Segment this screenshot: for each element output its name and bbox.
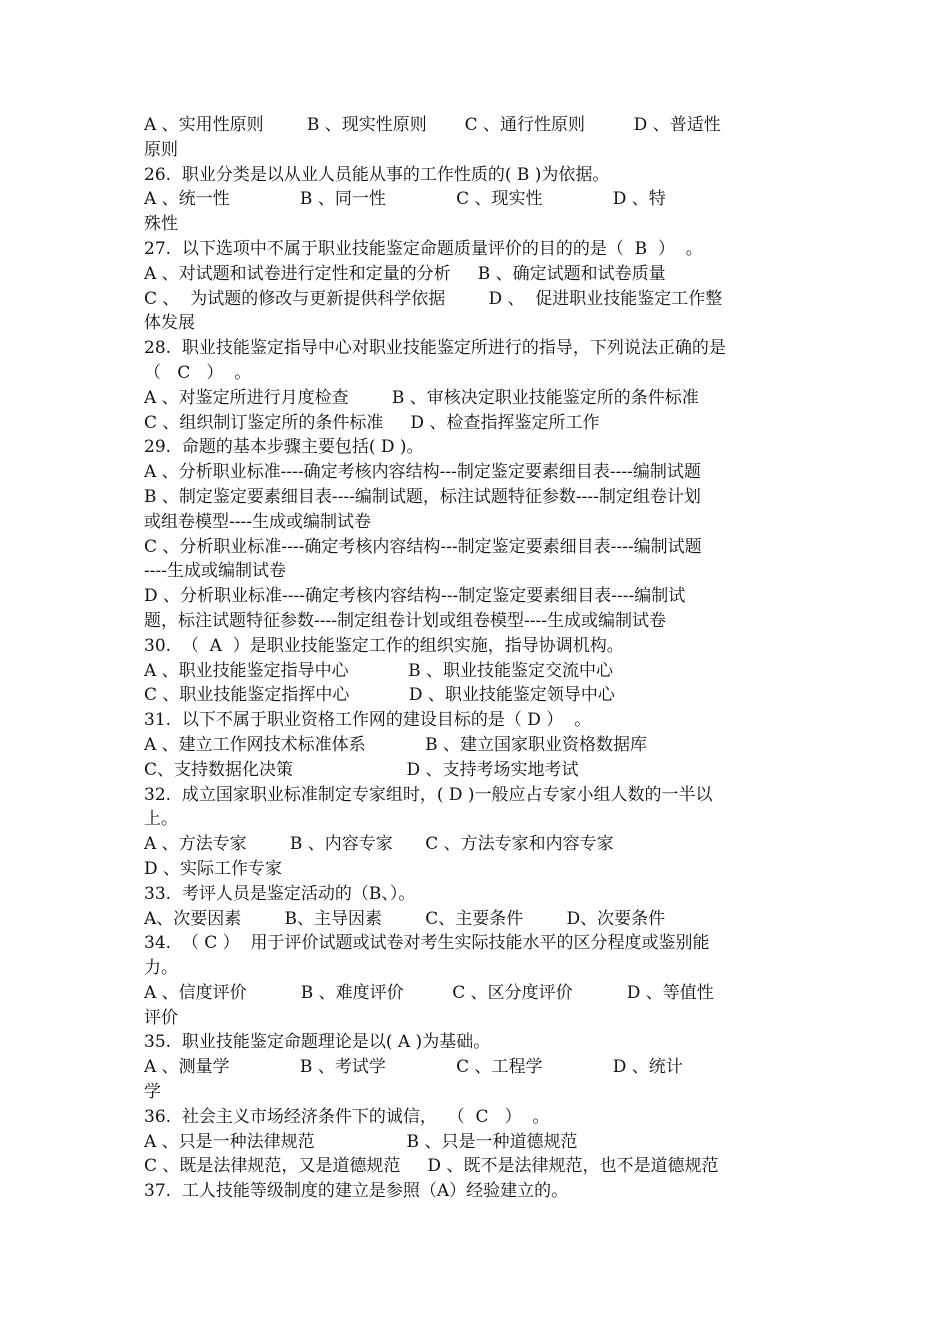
- text-line: A 、实用性原则 B 、现实性原则 C 、通行性原则 D 、普适性: [144, 115, 721, 135]
- text-line: 评价: [144, 1007, 178, 1028]
- text-line: ----生成或编制试卷: [144, 561, 286, 582]
- text-line: 学: [144, 1082, 161, 1103]
- text-line: 36. 社会主义市场经济条件下的诚信， （ C ） 。: [144, 1106, 550, 1127]
- text-line: 33. 考评人员是鉴定活动的（B、）。: [144, 883, 416, 904]
- text-line: 37. 工人技能等级制度的建立是参照（A）经验建立的。: [144, 1181, 569, 1202]
- text-line: 力。: [144, 958, 178, 979]
- text-line: （ C ） 。: [144, 362, 252, 383]
- document-page: [144, 113, 808, 1204]
- text-line: 殊性: [144, 214, 178, 235]
- text-line: 31. 以下不属于职业资格工作网的建设目标的是（ D ） 。: [144, 710, 592, 731]
- text-line: 30. （ A ）是职业技能鉴定工作的组织实施，指导协调机构。: [144, 635, 624, 656]
- text-line: A 、只是一种法律规范 B 、只是一种道德规范: [144, 1131, 578, 1152]
- text-line: A 、测量学 B 、考试学 C 、工程学 D 、统计: [144, 1057, 683, 1078]
- text-line: A 、建立工作网技术标准体系 B 、建立国家职业资格数据库: [144, 734, 648, 755]
- text-line: A 、对鉴定所进行月度检查 B 、审核决定职业技能鉴定所的条件标准: [144, 387, 699, 408]
- text-line: A 、分析职业标准----确定考核内容结构---制定鉴定要素细目表----编制试题: [144, 462, 701, 483]
- text-line: C 、职业技能鉴定指挥中心 D 、职业技能鉴定领导中心: [144, 685, 615, 706]
- text-line: A 、统一性 B 、同一性 C 、现实性 D 、特: [144, 189, 666, 210]
- text-line: B 、制定鉴定要素细目表----编制试题，标注试题特征参数----制定组卷计划: [144, 486, 701, 507]
- text-line: 29. 命题的基本步骤主要包括( D )。: [144, 437, 424, 458]
- text-line: A 、职业技能鉴定指导中心 B 、职业技能鉴定交流中心: [144, 660, 614, 681]
- text-line: 35. 职业技能鉴定命题理论是以( A )为基础。: [144, 1032, 491, 1053]
- text-line: D 、分析职业标准----确定考核内容结构---制定鉴定要素细目表----编制试: [144, 586, 686, 607]
- text-line: C 、既是法律规范，又是道德规范 D 、既不是法律规范，也不是道德规范: [144, 1156, 719, 1177]
- text-line: 题，标注试题特征参数----制定组卷计划或组卷模型----生成或编制试卷: [144, 610, 666, 631]
- text-line: A 、对试题和试卷进行定性和定量的分析 B 、确定试题和试卷质量: [144, 263, 666, 284]
- text-line: 27. 以下选项中不属于职业技能鉴定命题质量评价的目的的是（ B ） 。: [144, 238, 703, 259]
- text-line: C 、分析职业标准----确定考核内容结构---制定鉴定要素细目表----编制试题: [144, 536, 702, 557]
- text-line: A 、信度评价 B 、难度评价 C 、区分度评价 D 、等值性: [144, 982, 714, 1003]
- text-line: 或组卷模型----生成或编制试卷: [144, 511, 371, 532]
- text-line: 26. 职业分类是以从业人员能从事的工作性质的( B )为依据。: [144, 164, 610, 185]
- text-line: C 、 为试题的修改与更新提供科学依据 D 、 促进职业技能鉴定工作整: [144, 288, 723, 309]
- text-line: C、支持数据化决策 D 、支持考场实地考试: [144, 759, 579, 780]
- text-line: 34. （ C ） 用于评价试题或试卷对考生实际技能水平的区分程度或鉴别能: [144, 933, 710, 954]
- text-line: 32. 成立国家职业标准制定专家组时，( D )一般应占专家小组人数的一半以: [144, 784, 713, 805]
- text-line: C 、组织制订鉴定所的条件标准 D 、检查指挥鉴定所工作: [144, 412, 600, 433]
- text-line: 体发展: [144, 313, 195, 334]
- text-line: D 、实际工作专家: [144, 858, 283, 879]
- text-line: A、次要因素 B、主导因素 C、主要条件 D、次要条件: [144, 908, 666, 929]
- text-line: 28. 职业技能鉴定指导中心对职业技能鉴定所进行的指导，下列说法正确的是: [144, 338, 726, 359]
- text-line: 原则: [144, 139, 178, 160]
- text-line: 上。: [144, 809, 178, 830]
- text-line: A 、方法专家 B 、内容专家 C 、方法专家和内容专家: [144, 834, 614, 855]
